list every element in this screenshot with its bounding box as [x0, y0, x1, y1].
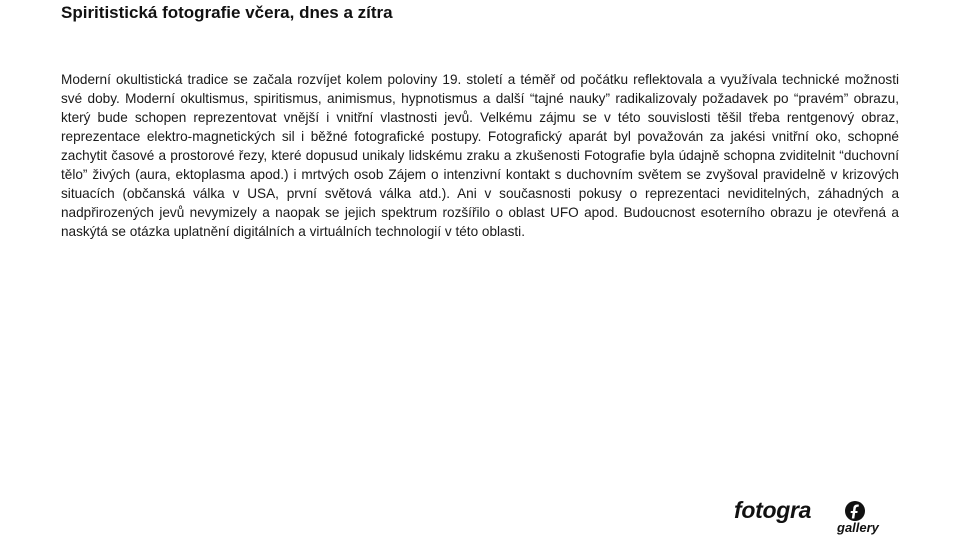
fotograf-f-mark-icon	[844, 500, 866, 522]
fotograf-gallery-logo	[734, 496, 904, 540]
logo-subtitle: gallery	[837, 520, 879, 535]
logo-wordmark: fotogra	[734, 497, 812, 523]
document-body-paragraph: Moderní okultistická tradice se začala rozvíjet kolem poloviny 19. století a téměř od počátku reflektovala a využívala technické možnosti své doby. Moderní okultismus, spiritismus, animismus, hypnotismus a další “tajné nauky” radikalizovaly požadavek po “pravém” obrazu, který bude schopen reprezentovat vnější i vnitřní vlastnosti jevů. Velkému zájmu se v této souvislosti těšil třeba rentgenový obraz, reprezentace elektro-magnetických sil i běžné fotografické postupy. Fotografický aparát byl považován za jakési vnitřní oko, schopné zachytit časové a prostorové řezy, které dopusud unikaly lidskému zraku a zkušenosti Fotografie byla údajně schopna zviditelnit “duchovní tělo” živých (aura, ektoplasma apod.) i mrtvých osob Zájem o intenzivní kontakt s duchovním světem se zvyšoval pravidelně v krizových situacích (občanská válka v USA, první světová válka atd.). Ani v současnosti pokusy o reprezentaci neviditelných, záhadných a nadpřirozených jevů nevymizely a naopak se jejich spektrum rozšířilo o oblast UFO apod. Budoucnost esoterního obrazu je otevřená a naskýtá se otázka uplatnění digitálních a virtuálních technologií v této oblasti.	[61, 72, 899, 239]
document-title: Spiritistická fotografie včera, dnes a zítra	[61, 3, 393, 22]
